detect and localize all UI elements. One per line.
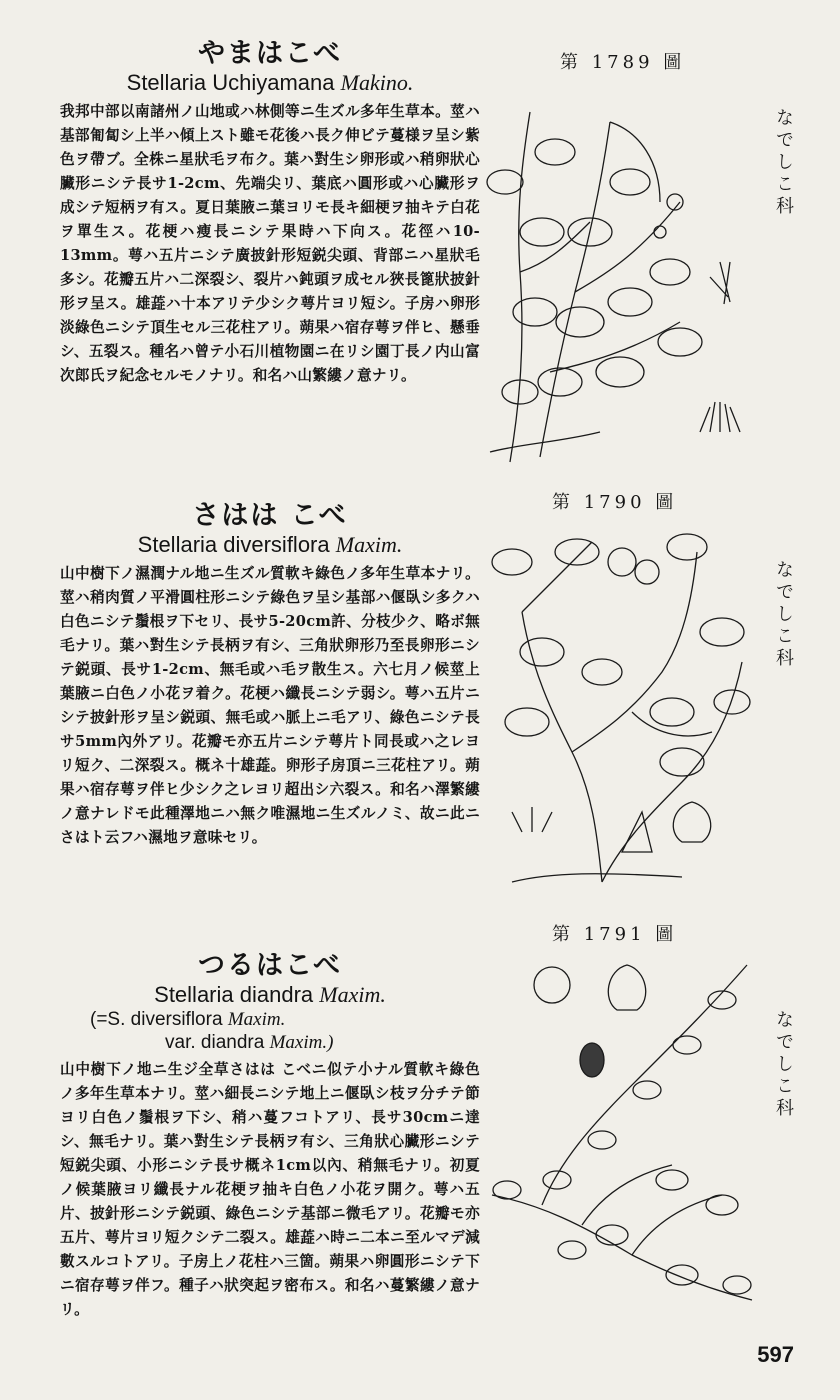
plate-1789-illustration [480, 72, 770, 472]
entry-description: 我邦中部以南諸州ノ山地或ハ林側等ニ生ズル多年生草本。莖ハ基部匍匐シ上半ハ傾上スト雖モ花後ハ長ク伸ビテ蔓様ヲ呈シ紫色ヲ帶ブ。全株ニ星狀毛ヲ布ク。葉ハ對生シ卵形或ハ稍卵狀心臟形ニシテ長サ1-2cm、先端尖リ、葉底ハ圓形或ハ心臟形ヲ成シテ短柄ヲ有ス。夏日葉腋ニ葉ヨリモ長キ細梗ヲ抽キテ白花ヲ單生ス。花梗ハ瘦長ニシテ果時ハ下向ス。花徑ハ10-13mm。萼ハ五片ニシテ廣披針形短鋭尖頭、背部ニハ星狀毛多シ。花瓣五片ハ二深裂シ、裂片ハ鈍頭ヲ成セル狹長篦狀披針形ヲ呈ス。雄蕋ハ十本アリテ少シク萼片ヨリ短シ。子房ハ卵形淡綠色ニシテ頂生セル三花柱アリ。蒴果ハ宿存萼ヲ伴ヒ、懸垂シ、五裂ス。種名ハ曾テ小石川植物園ニ在リシ園丁長ノ内山富次郎氏ヲ紀念セルモノナリ。和名ハ山繁縷ノ意ナリ。 [60, 103, 480, 384]
variety-author: Maxim.) [269, 1032, 334, 1053]
synonym-author: Maxim. [227, 1009, 286, 1030]
entry-description: 山中樹下ノ地ニ生ジ全草さはは こべニ似テ小ナル質軟キ綠色ノ多年生草本ナリ。莖ハ細長ニシテ地上ニ偃臥シ枝ヲ分チテ節ヨリ白色ノ鬚根ヲ下シ、稍ハ蔓フコトアリ、長サ30cmニ達シ、無毛ナリ。葉ハ對生シテ長柄ヲ有シ、三角狀心臟形ニシテ短鋭尖頭、小形ニシテ長サ概ネ1cm以內、稍無毛ナリ。初夏ノ候葉腋ヨリ纖長ナル花梗ヲ抽キ白色ノ小花ヲ開ク。萼ハ五片、披針形ニシテ鋭頭、綠色ニシテ基部ニ微毛アリ。花瓣モ亦五片、萼片ヨリ短クシテ二裂ス。雄蕋ハ時ニ二本ニ至ルマデ減數スルコトアリ。子房上ノ花柱ハ三箇。蒴果ハ卵圓形ニシテ下ニ宿存萼ヲ伴フ。種子ハ狀突起ヲ密布ス。和名ハ蔓繁縷ノ意ナリ。 [60, 1061, 480, 1318]
family-label: なでしこ科 [773, 1010, 794, 1120]
entry-japanese-title: つるはこべ [198, 950, 342, 981]
author-citation: Maxim. [335, 532, 403, 557]
entry-1791 [60, 950, 480, 1322]
variety-name: var. diandra [165, 1032, 265, 1053]
author-citation: Maxim. [319, 982, 386, 1007]
entry-1790 [60, 500, 480, 850]
entry-japanese-title: やまはこべ [198, 38, 342, 69]
entry-scientific-name [60, 982, 480, 1008]
page-number: 597 [757, 1342, 794, 1367]
figure-label: 第 1790 圖 [552, 492, 678, 513]
entry-scientific-name [60, 70, 480, 96]
family-label: なでしこ科 [773, 108, 794, 218]
scientific-name: Stellaria diandra [154, 982, 314, 1007]
family-label: なでしこ科 [773, 560, 794, 670]
plate-1790-illustration [482, 512, 762, 900]
figure-label: 第 1791 圖 [552, 924, 678, 945]
scientific-name: Stellaria diversiflora [137, 532, 330, 557]
entry-description: 山中樹下ノ濕潤ナル地ニ生ズル質軟キ綠色ノ多年生草本ナリ。莖ハ稍肉質ノ平滑圓柱形ニシテ綠色ヲ呈シ基部ハ偃臥シ多クハ白色ニシテ鬚根ヲ下セリ、長サ5-20cm許、分枝少ク、略ボ無毛ナリ。葉ハ對生シテ長柄ヲ有シ、三角狀卵形乃至長卵形ニシテ鋭頭、長サ1-2cm、無毛或ハ毛ヲ散生ス。六七月ノ候莖上葉腋ニ白色ノ小花ヲ着ク。花梗ハ纖長ニシテ弱シ。萼ハ五片ニシテ披針形ヲ呈シ鋭頭、無毛或ハ脈上ニ毛アリ、綠色ニシテ長サ5mm內外アリ。花瓣モ亦五片ニシテ萼片ト同長或ハ之レヨリ短ク、二深裂ス。概ネ十雄蕋。卵形子房頂ニ三花柱アリ。蒴果ハ宿存萼ヲ伴ヒ少シク之レヨリ超出シ六裂ス。和名ハ澤繁縷ノ意ナレドモ此種澤地ニハ無ク唯濕地ニ生ズルノミ、故ニ此ニさはト云フハ濕地ヲ意味セリ。 [60, 565, 480, 846]
scientific-name: Stellaria Uchiyamana [126, 70, 335, 95]
entry-1789 [60, 38, 480, 388]
figure-label: 第 1789 圖 [560, 52, 686, 73]
synonym-variety-line [60, 1031, 480, 1054]
entry-japanese-title: さはは こべ [192, 500, 348, 531]
synonym-line [60, 1008, 480, 1031]
synonym-name: (=S. diversiflora [90, 1009, 223, 1030]
author-citation: Makino. [340, 70, 414, 95]
entry-scientific-name [60, 532, 480, 558]
plate-1791-illustration [482, 955, 772, 1325]
